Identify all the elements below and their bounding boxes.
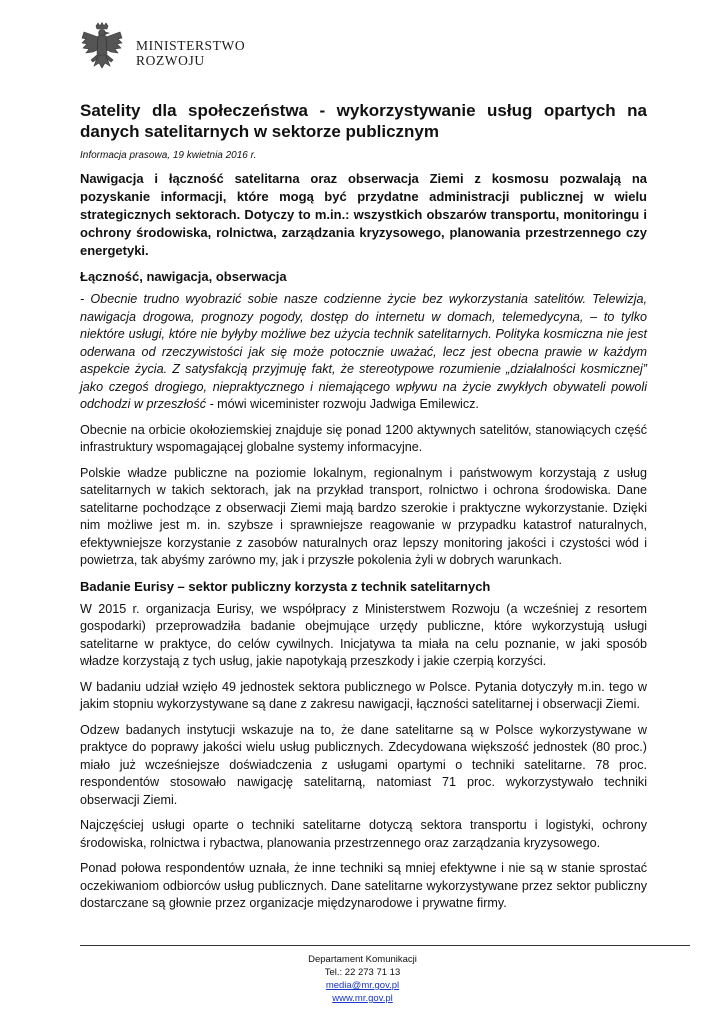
paragraph-eurisy-study: W 2015 r. organizacja Eurisy, we współpracy z Ministerstwem Rozwoju (a wcześniej z resortem gospodarki) przeprowadziła badanie obejmujące urzędy publiczne, które wykorzystują usługi satelitarne w praktyce, do celów cywilnych. Inicjatywa ta miała na celu poznanie, w jaki sposób władze korzystają z tych usług, jakie napotykają przeszkody i jakie czerpią korzyści. [80, 601, 647, 668]
footer-email-link[interactable]: media@mr.gov.pl [325, 980, 400, 991]
paragraph-satellites-count: Obecnie na orbicie okołoziemskiej znajduje się ponad 1200 aktywnych satelitów, stanowiących część infrastruktury wspomagającej globalne systemy informacyjne. [80, 422, 647, 454]
ministry-name [136, 38, 245, 68]
ministry-header [80, 22, 380, 82]
quote-attribution: mówi wiceminister rozwoju Jadwiga Emilewicz. [213, 397, 479, 411]
section-heading-eurisy: Badanie Eurisy – sektor publiczny korzysta z technik satelitarnych [80, 578, 491, 594]
quote-text: - Obecnie trudno wyobrazić sobie nasze codzienne życie bez wykorzystania satelitów. Telewizja, nawigacja drogowa, prognozy pogody, dostęp do internetu w domach, telemedycyna, – to tylko niektóre usługi, które nie byłyby możliwe bez użycia technik satelitarnych. Polityka kosmiczna nie jest oderwana od rzeczywistości jak się może potocznie uważać, lecz jest obecna prawie w każdym aspekcie życia. Z satysfakcją przyjmuję fakt, że stereotypowe rozumienie „działalności kosmicznej” jako czegoś drogiego, niepraktycznego i niemającego wpływu na życie zwykłych obywateli powoli odchodzi w przeszłość - [80, 292, 647, 411]
paragraph-sectors: Najczęściej usługi oparte o techniki satelitarne dotyczą sektora transportu i logistyki, ochrony środowiska, rolnictwa i rybactwa, planowania przestrzennego oraz zarządzania kryzysowego. [80, 818, 647, 850]
paragraph-participants: W badaniu udział wzięło 49 jednostek sektora publicznego w Polsce. Pytania dotyczyły m.in. tego w jakim stopniu wykorzystywane są dane z zakresu nawigacji, łączności satelitarnej i obserwacji Ziemi. [80, 679, 647, 711]
document-body [80, 100, 647, 921]
footer-divider [80, 945, 690, 946]
footer-website-link[interactable]: www.mr.gov.pl [332, 993, 393, 1004]
footer-phone: Tel.: 22 273 71 13 [324, 967, 401, 978]
paragraph-results: Odzew badanych instytucji wskazuje na to, że dane satelitarne są w Polsce wykorzystywane w praktyce do poprawy jakości wielu usług publicznych. Zdecydowana większość jednostek (80 proc.) miało już wcześniejsze doświadczenia z usługami opartymi o techniki satelitarne. 78 proc. respondentów stosowało nawigację satelitarną, natomiast 71 proc. wykorzystywało techniki obserwacji Ziemi. [80, 722, 647, 807]
polish-eagle-emblem-icon [80, 22, 124, 78]
paragraph-effectiveness: Ponad połowa respondentów uznała, że inne techniki są mniej efektywne i nie są w stanie sprostać oczekiwaniom odbiorców usług publicznych. Dane satelitarne wykorzystywane przez sektor publiczny dostarczane są głownie przez organizacje międzynarodowe i prywatne firmy. [80, 861, 647, 910]
footer-contact [0, 953, 725, 1005]
press-release-date: Informacja prasowa, 19 kwietnia 2016 r. [80, 150, 257, 161]
document-title: Satelity dla społeczeństwa - wykorzystywanie usług opartych na danych satelitarnych w sektorze publicznym [80, 101, 647, 141]
quote-paragraph [80, 291, 647, 414]
lead-paragraph: Nawigacja i łączność satelitarna oraz obserwacja Ziemi z kosmosu pozwalają na pozyskanie informacji, które mogą być przydatne administracji publicznej w wielu strategicznych sektorach. Dotyczy to m.in.: wszystkich obszarów transportu, monitoringu i ochrony środowiska, rolnictwa, zarządzania kryzysowego, planowania przestrzennego czy energetyki. [80, 171, 647, 258]
paragraph-polish-authorities: Polskie władze publiczne na poziomie lokalnym, regionalnym i państwowym korzystają z usług satelitarnych w takich sektorach, jak na przykład transport, rolnictwo i ochrona środowiska. Dane satelitarne pochodzące z obserwacji Ziemi mają bardzo szerokie i praktyczne wykorzystanie. Dzięki nim możliwe jest m. in. szybsze i sprawniejsze reagowanie w przypadku katastrof naturalnych, efektywniejsze korzystanie z zasobów naturalnych oraz lepszy monitoring jakości i czystości wód i powietrza, tak abyśmy zarówno my, jak i przyszłe pokolenia żyli w dobrych warunkach. [80, 465, 647, 567]
footer-department: Departament Komunikacji [308, 954, 417, 965]
ministry-name-line1: MINISTERSTWO [136, 38, 246, 53]
section-heading-communication: Łączność, nawigacja, obserwacja [80, 269, 287, 284]
ministry-name-line2: ROZWOJU [136, 53, 205, 68]
